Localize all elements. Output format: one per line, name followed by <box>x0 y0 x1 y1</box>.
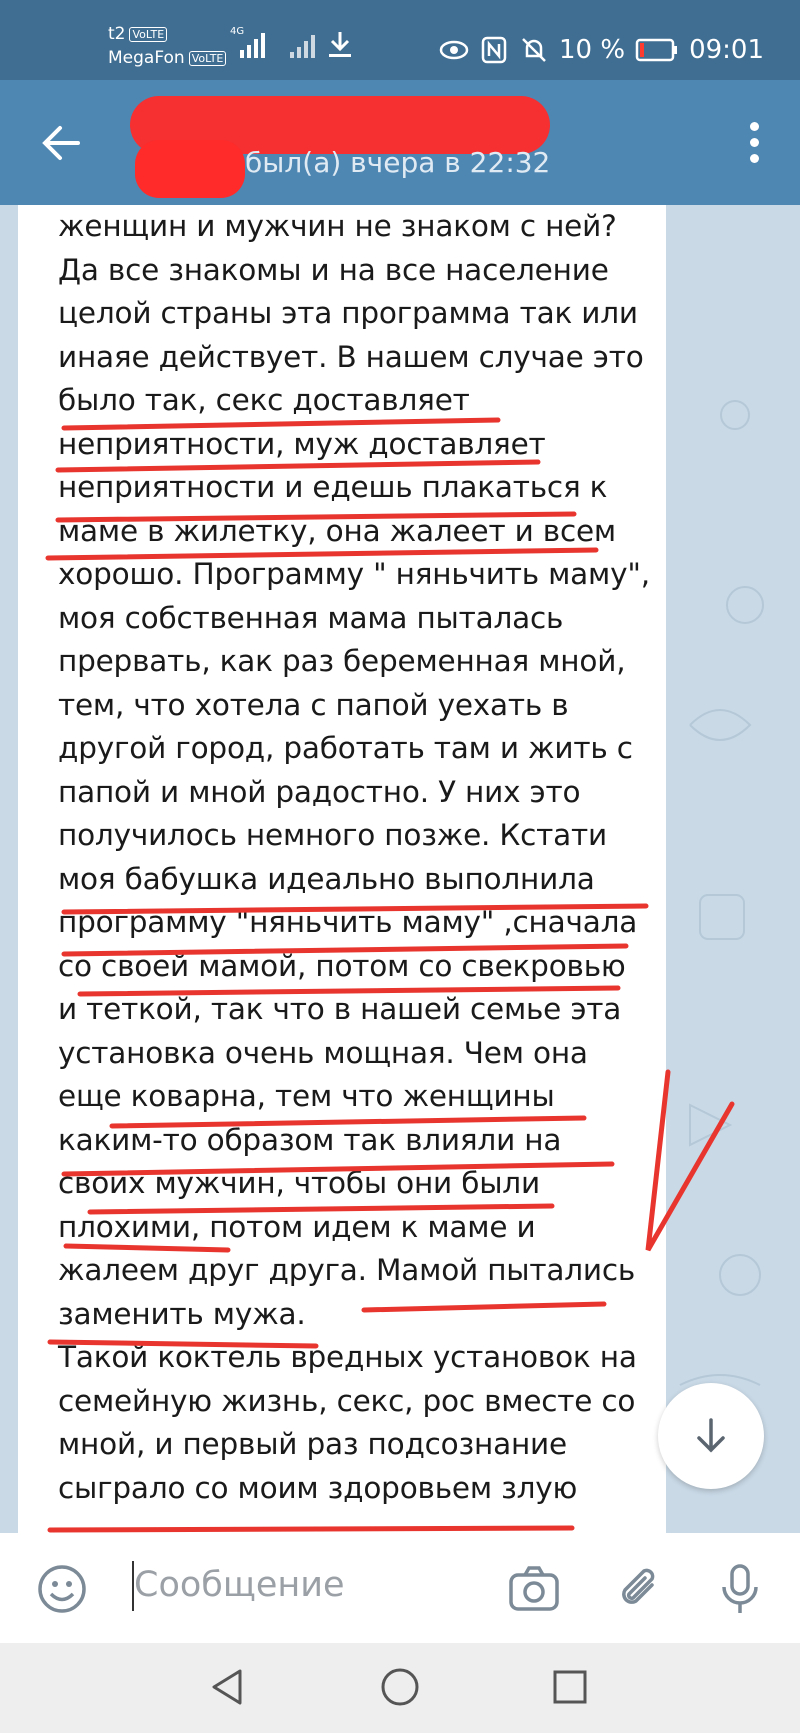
message-line: тем, что хотела с папой уехать в <box>58 687 569 722</box>
arrow-down-icon <box>691 1416 731 1456</box>
carrier-1: t2 <box>108 24 126 44</box>
carrier-info <box>108 22 226 70</box>
last-seen-status: был(а) вчера в 22:32 <box>245 146 551 179</box>
chat-header <box>0 80 800 205</box>
message-line: моя собственная мама пыталась <box>58 600 564 635</box>
battery-icon <box>635 37 679 63</box>
message-line: заменить мужа. <box>58 1296 306 1331</box>
kebab-menu-icon[interactable] <box>748 122 760 164</box>
message-line: целой страны эта программа так или <box>58 296 638 330</box>
message-line: инаяе действует. В нашем случае это <box>58 339 644 374</box>
message-line: семейную жизнь, секс, рос вместе со <box>58 1383 636 1418</box>
battery-percent: 10 % <box>559 35 626 65</box>
volte-badge: VoLTE <box>129 27 167 42</box>
carrier-2: MegaFon <box>108 48 185 68</box>
message-line: получилось немного позже. Кстати <box>58 818 607 852</box>
message-line: каким-то образом так влияли на <box>58 1122 562 1157</box>
clock: 09:01 <box>689 35 764 65</box>
message-text <box>58 205 678 1510</box>
square-recents-icon[interactable] <box>548 1665 592 1709</box>
chat-area[interactable] <box>0 205 800 1533</box>
scroll-down-button[interactable] <box>658 1383 764 1489</box>
message-input-bar <box>0 1533 800 1643</box>
message-line: Да все знакомы и на все население <box>58 252 609 287</box>
message-line: хорошо. Программу " няньчить маму", <box>58 557 650 591</box>
message-input[interactable]: Сообщение <box>134 1565 345 1605</box>
message-line: установка очень мощная. Чем она <box>58 1035 588 1070</box>
message-line: моя бабушка идеально выполнила <box>58 861 595 896</box>
volte-badge-2: VoLTE <box>189 51 227 66</box>
message-line: неприятности, муж доставляет <box>58 426 546 461</box>
status-right <box>439 30 764 70</box>
message-line: женщин и мужчин не знаком с ней? <box>58 209 617 243</box>
nfc-icon <box>479 35 509 65</box>
triangle-back-icon[interactable] <box>206 1665 250 1709</box>
signal-icon <box>228 26 268 64</box>
message-bubble <box>18 205 666 1533</box>
mute-bell-icon <box>519 35 549 65</box>
camera-icon[interactable] <box>508 1563 560 1615</box>
redacted-avatar[interactable] <box>135 140 245 198</box>
message-line: жалеем друг друга. Мамой пытались <box>58 1253 636 1287</box>
message-line: мной, и первый раз подсознание <box>58 1427 567 1461</box>
message-line: плохими, потом идем к маме и <box>58 1209 536 1244</box>
message-line: другой город, работать там и жить с <box>58 731 633 765</box>
status-bar <box>0 0 800 80</box>
circle-home-icon[interactable] <box>378 1665 422 1709</box>
arrow-left-icon[interactable] <box>38 120 84 166</box>
message-line: еще коварна, тем что женщины <box>58 1079 555 1113</box>
message-line: Такой коктель вредных установок на <box>58 1340 637 1374</box>
download-icon <box>326 30 354 64</box>
paperclip-icon[interactable] <box>614 1563 666 1615</box>
message-line: папой и мной радостно. У них это <box>58 774 581 809</box>
network-type: 4G <box>230 26 245 37</box>
emoji-icon[interactable] <box>36 1563 88 1615</box>
android-navigation-bar <box>0 1643 800 1733</box>
message-line: сыграло со моим здоровьем злую <box>58 1470 578 1505</box>
microphone-icon[interactable] <box>714 1563 766 1615</box>
message-line: программу "няньчить маму" ,сначала <box>58 905 638 939</box>
message-line: со своей мамой, потом со свекровью <box>58 948 626 983</box>
eye-icon <box>439 35 469 65</box>
message-line: прервать, как раз беременная мной, <box>58 644 626 678</box>
message-line: было так, секс доставляет <box>58 383 470 417</box>
signal-icon-2 <box>288 30 320 64</box>
message-line: неприятности и едешь плакаться к <box>58 470 608 504</box>
message-line: маме в жилетку, она жалеет и всем <box>58 513 616 548</box>
message-line: своих мужчин, чтобы они были <box>58 1166 540 1200</box>
message-line: и теткой, так что в нашей семье эта <box>58 992 622 1026</box>
